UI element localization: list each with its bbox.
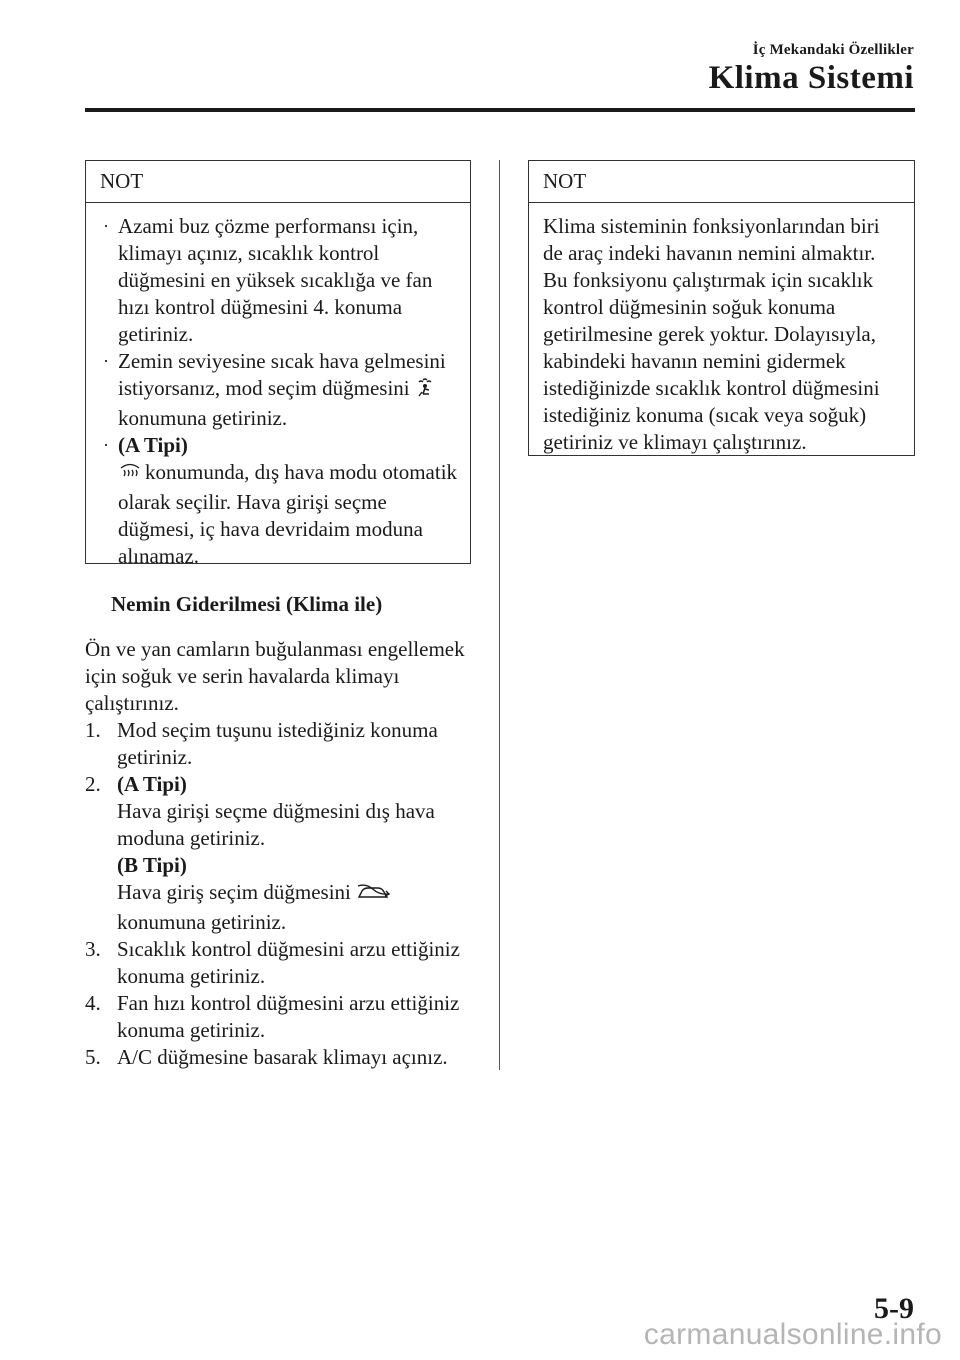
step-item: 5. A/C düğmesine basarak klimayı açınız. [85, 1045, 448, 1069]
type-label: (B Tipi) [117, 853, 187, 877]
step-item: 1. Mod seçim tuşunu istediğiniz konuma getiriniz. [85, 718, 438, 769]
floor-defrost-mode-icon [415, 378, 435, 405]
note-bullet: · (A Tipi) konumunda, dış hava modu otomatik olarak seçilir. Hava girişi seçme düğmesi, iç hava devridaim moduna alınamaz. [103, 433, 458, 568]
watermark: carmanualsonline.info [643, 1318, 942, 1351]
note-bullet-text: konumuna getiriniz. [118, 406, 288, 430]
note-heading: NOT [86, 161, 470, 203]
type-label: (A Tipi) [118, 433, 188, 457]
defrost-mode-icon [118, 462, 142, 489]
type-label: (A Tipi) [117, 772, 187, 796]
step-item: 4. Fan hızı kontrol düğmesini arzu ettiğiniz konuma getiriniz. [85, 991, 460, 1042]
note-text: Klima sisteminin fonksiyonlarından biri de araç indeki havanın nemini almaktır. Bu fonksiyonu çalıştırmak için sıcaklık kontrol düğmesinin soğuk konuma getirilmesine gerek yoktur. Dolayısıyla, kabindeki havanın nemini gidermek istediğinizde sıcaklık kontrol düğmesini istediğiniz konuma (sıcak veya soğuk) getiriniz ve klimayı çalıştırınız. [543, 214, 880, 454]
page-title: Klima Sistemi [708, 60, 914, 96]
section-label: İç Mekandaki Özellikler [752, 42, 914, 58]
section-heading: Nemin Giderilmesi (Klima ile) [111, 592, 383, 616]
note-bullet-text: Azami buz çözme performansı için, klimayı açınız, sıcaklık kontrol düğmesini en yüksek sıcaklığa ve fan hızı kontrol düğmesini 4. konuma getiriniz. [118, 214, 433, 346]
note-bullet-text: Zemin seviyesine sıcak hava gelmesini istiyorsanız, mod seçim düğmesini [118, 349, 446, 400]
column-divider [499, 160, 500, 1070]
note-bullet: · Zemin seviyesine sıcak hava gelmesini istiyorsanız, mod seçim düğmesini konumuna getiriniz. [103, 349, 446, 430]
note-heading: NOT [529, 161, 914, 203]
note-box-left [85, 160, 471, 568]
note-bullet-text: konumunda, dış hava modu otomatik olarak seçilir. Hava girişi seçme düğmesi, iç hava devridaim moduna alınamaz. [118, 460, 458, 568]
note-box-right [528, 160, 915, 456]
page-number: 5-9 [874, 1292, 914, 1325]
intro-paragraph: Ön ve yan camların buğulanması engellemek için soğuk ve serin havalarda klimayı çalıştırınız. [85, 637, 465, 715]
step-item: 3. Sıcaklık kontrol düğmesini arzu ettiğiniz konuma getiriniz. [85, 937, 460, 988]
section-body [85, 636, 480, 1071]
step-item: 2. (A Tipi) Hava girişi seçme düğmesini dış hava moduna getiriniz. (B Tipi) Hava giriş seçim düğmesini konumuna getiriniz. [85, 772, 435, 934]
header-divider [85, 108, 915, 112]
note-bullet: · Azami buz çözme performansı için, klimayı açınız, sıcaklık kontrol düğmesini en yüksek sıcaklığa ve fan hızı kontrol düğmesini 4. konuma getiriniz. [103, 214, 433, 346]
fresh-air-mode-icon [356, 882, 390, 909]
